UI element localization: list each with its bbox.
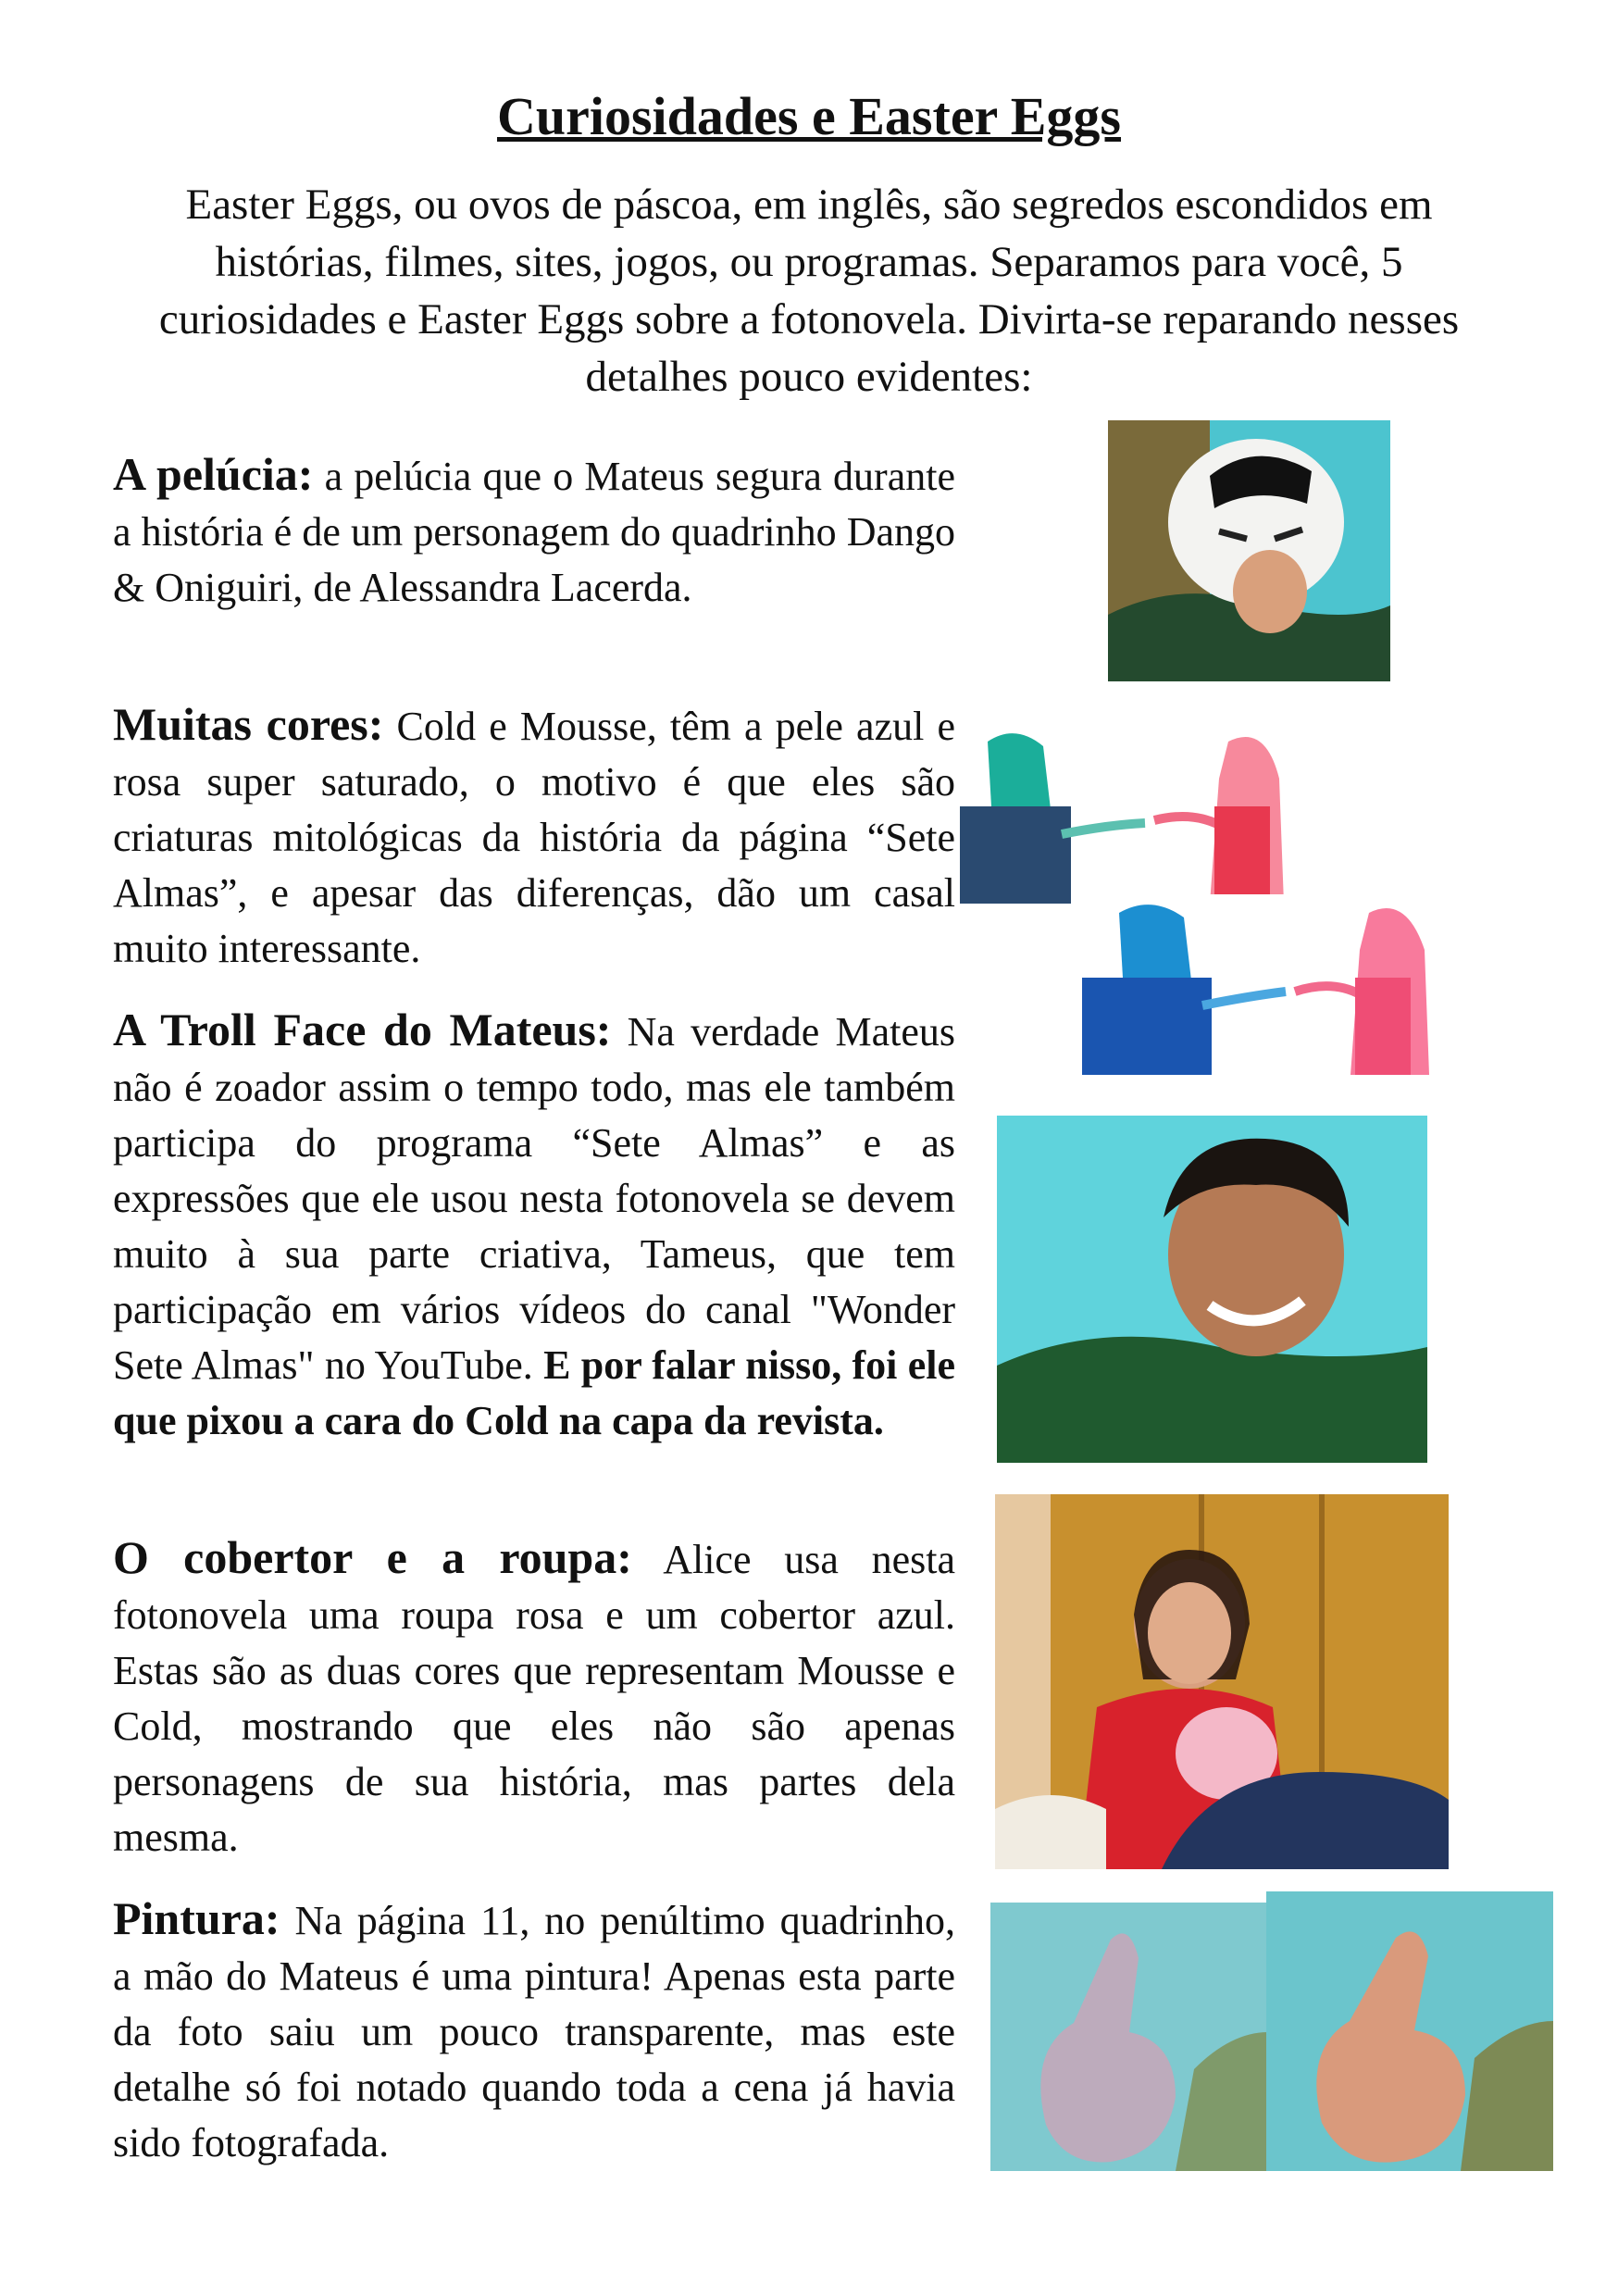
- mateus-troll-face-photo: [997, 1116, 1427, 1463]
- painted-hand-photo: [990, 1903, 1268, 2171]
- item-heading: A Troll Face do Mateus:: [113, 1004, 612, 1055]
- item-pelucia: [113, 446, 955, 616]
- item-heading: A pelúcia:: [113, 448, 314, 500]
- item-heading: Pintura:: [113, 1892, 280, 1944]
- cold-mousse-photo-alt: [1082, 894, 1448, 1075]
- item-emphasis: E por falar nisso, foi ele que pixou a cara do Cold na capa da revista.: [113, 1342, 956, 1443]
- intro-paragraph: Easter Eggs, ou ovos de páscoa, em inglês, são segredos escondidos em histórias, filmes, sites, jogos, ou programas. Separamos para você, 5 curiosidades e Easter Eggs sobre a fotonovela. Divirta-se reparando nesses detalhes pouco evidentes:: [158, 181, 1460, 401]
- plush-photo: [1108, 420, 1390, 681]
- item-text: a pelúcia que o Mateus segura durante a história é de um personagem do quadrinho Dango & Oniguiri, de Alessandra Lacerda.: [113, 454, 955, 610]
- item-text: Na verdade Mateus não é zoador assim o tempo todo, mas ele também participa do programa “Sete Almas” e as expressões que ele usou nesta fotonovela se devem muito à sua parte criativa, Tameus, que tem participação em vários vídeos do canal "Wonder Sete Almas" no YouTube.: [113, 1009, 956, 1388]
- item-troll-face: [113, 1002, 955, 1449]
- item-heading: O cobertor e a roupa:: [113, 1531, 632, 1583]
- item-text: Na página 11, no penúltimo quadrinho, a mão do Mateus é uma pintura! Apenas esta parte da foto saiu um pouco transparente, mas este detalhe só foi notado quando toda a cena já havia sido fotografada.: [113, 1898, 955, 2165]
- item-heading: Muitas cores:: [113, 698, 384, 750]
- item-text: Cold e Mousse, têm a pele azul e rosa super saturado, o motivo é que eles são criaturas mitológicas da história da página “Sete Almas”, e apesar das diferenças, dão um casal muito interessante.: [113, 704, 955, 971]
- original-hand-photo: [1266, 1891, 1553, 2171]
- item-muitas-cores: [113, 696, 955, 977]
- item-pintura: [113, 1890, 955, 2171]
- item-text: Alice usa nesta fotonovela uma roupa rosa e um cobertor azul. Estas são as duas cores que representam Mousse e Cold, mostrando que eles não são apenas personagens de sua história, mas partes dela mesma.: [113, 1537, 955, 1860]
- item-cobertor-roupa: [113, 1529, 955, 1866]
- alice-blanket-photo: [995, 1494, 1449, 1869]
- page-title: Curiosidades e Easter Eggs: [496, 86, 1122, 146]
- cold-mousse-photo: [960, 723, 1302, 904]
